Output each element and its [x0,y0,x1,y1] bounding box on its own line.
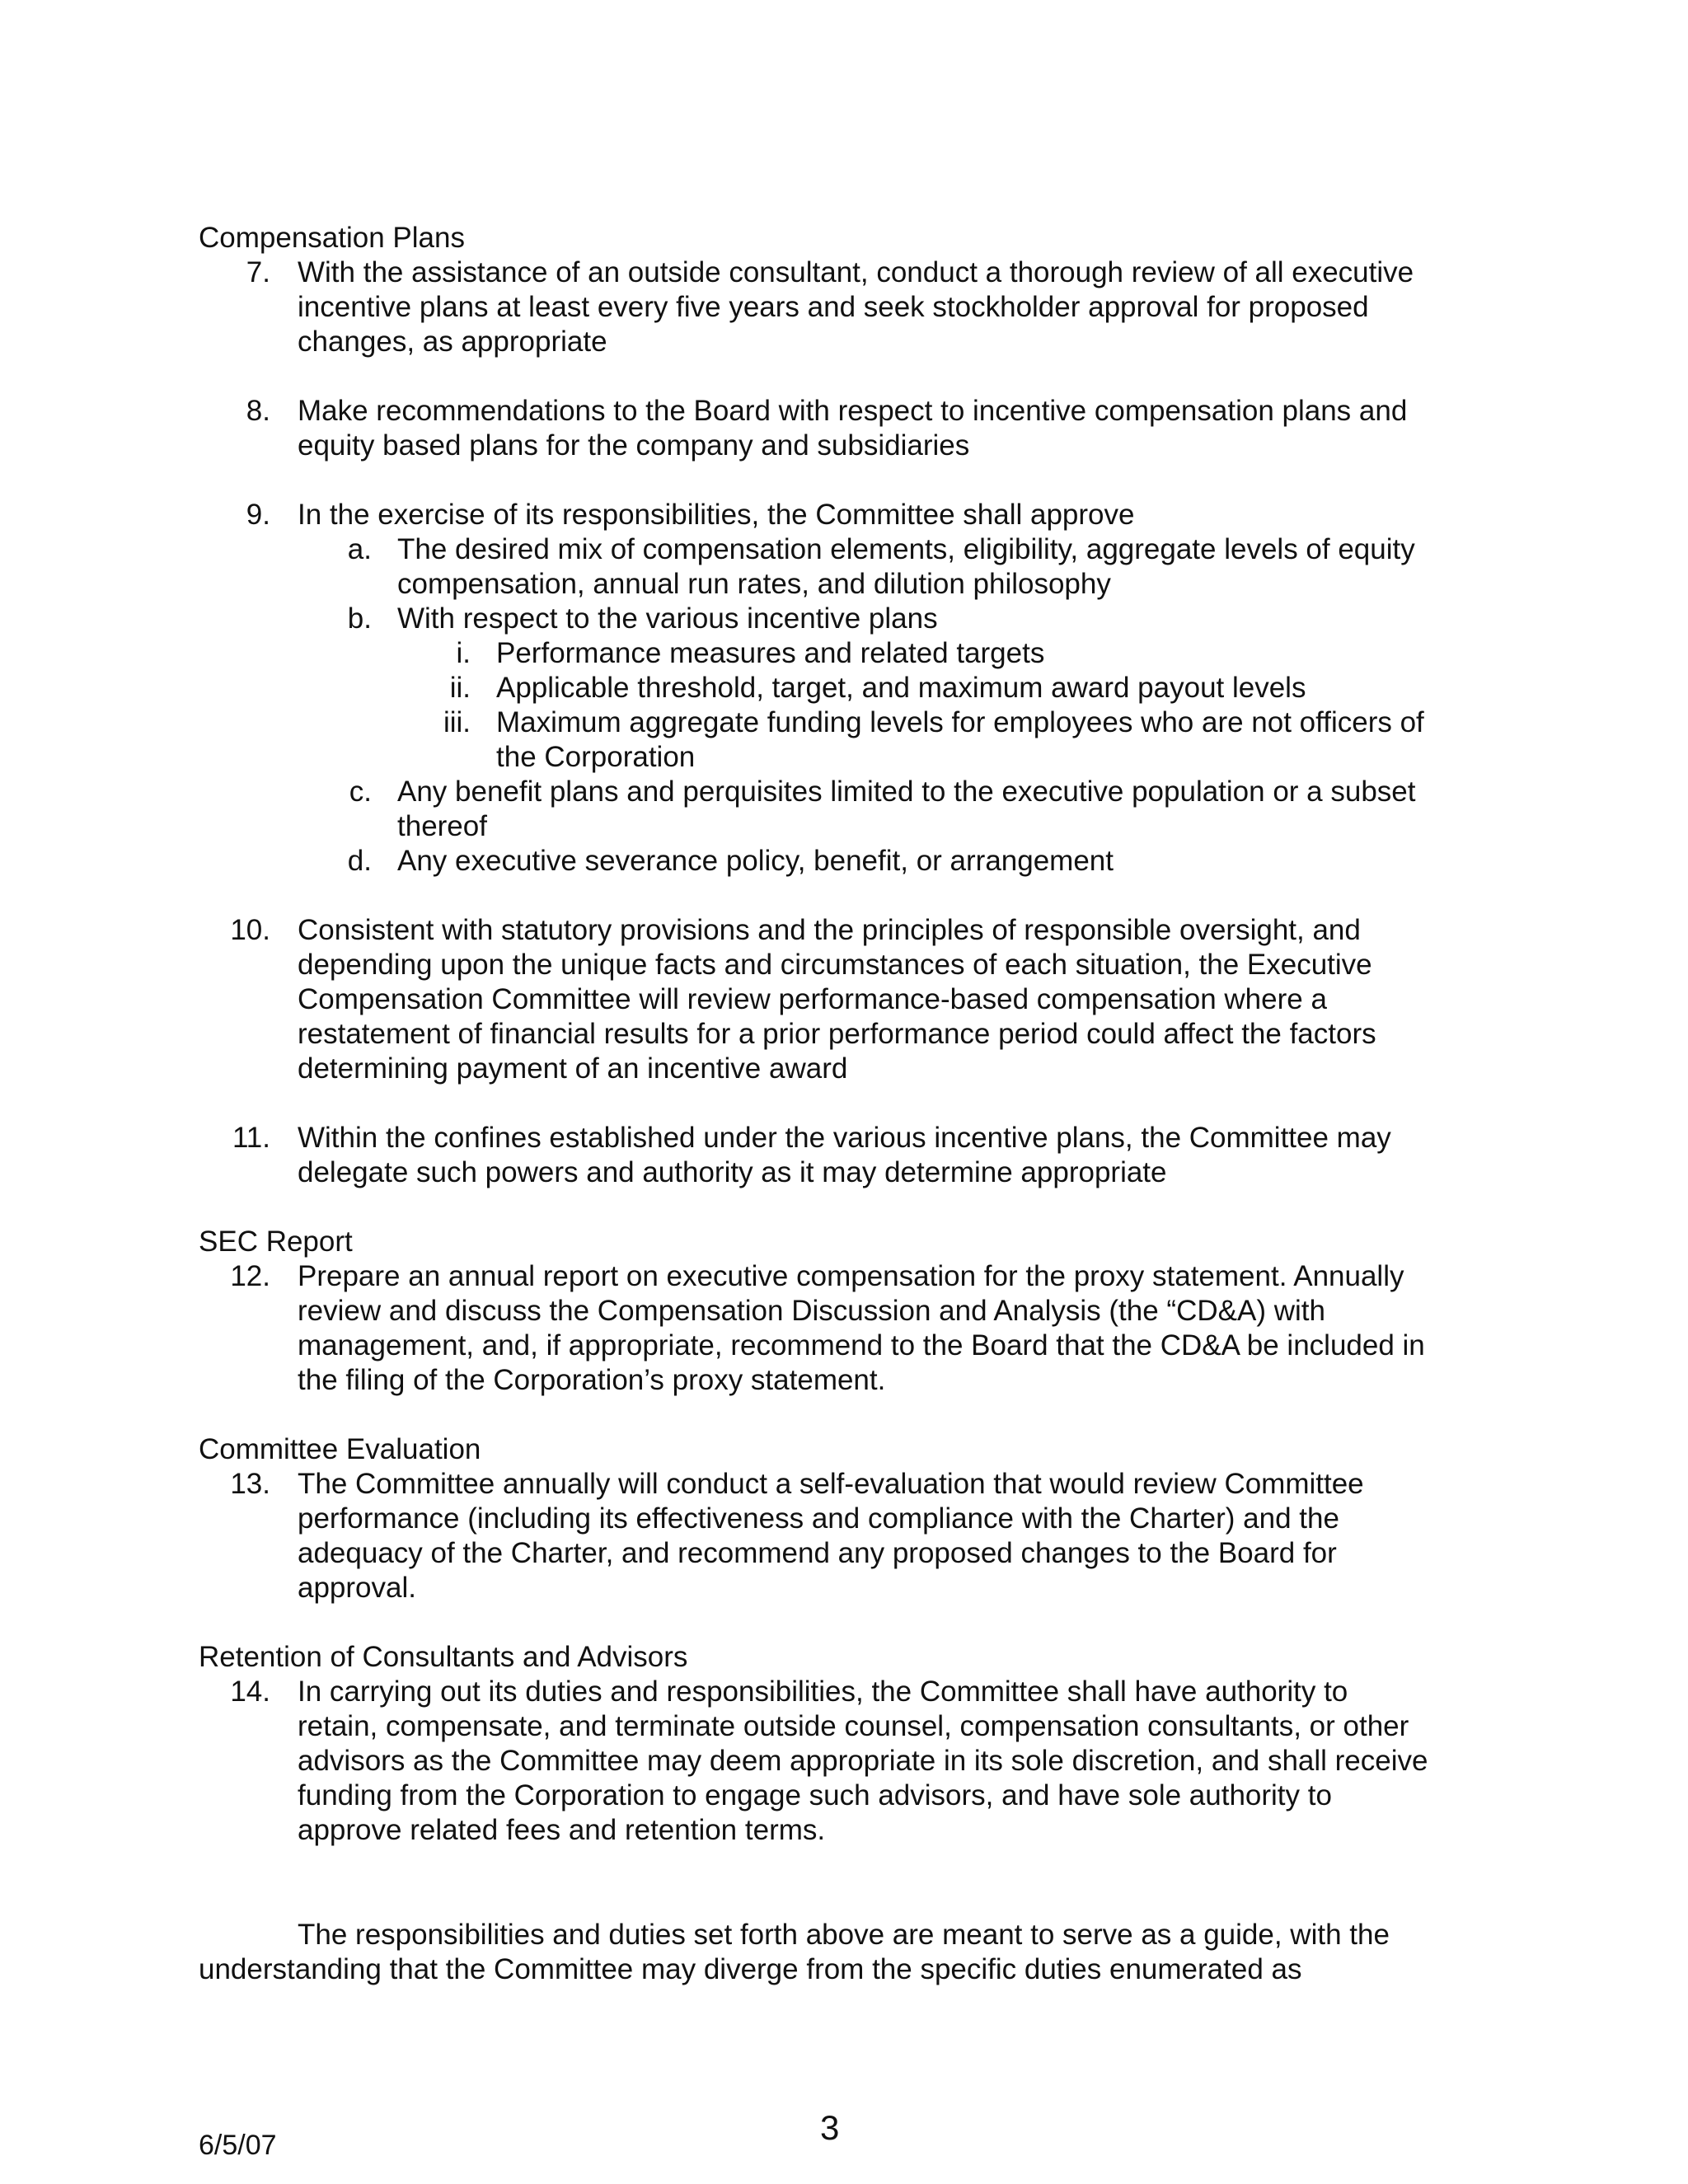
closing-paragraph-line: The responsibilities and duties set forth above are meant to serve as a guide, with the [298,1919,1390,1951]
subitem-a-line: The desired mix of compensation elements, eligibility, aggregate levels of equity [397,533,1415,565]
subitem-c-line: Any benefit plans and perquisites limited to the executive population or a subset [397,776,1416,808]
subitem-label-b: b. [347,602,372,635]
item-12-line: review and discuss the Compensation Discussion and Analysis (the “CD&A) with [298,1295,1325,1327]
item-number-11: 11. [232,1122,270,1154]
item-8-line: Make recommendations to the Board with respect to incentive compensation plans and [298,395,1408,427]
item-10-line: determining payment of an incentive award [298,1052,848,1085]
subitem-a-line: compensation, annual run rates, and dilution philosophy [397,568,1111,600]
subsubitem-label-ii: ii. [449,672,471,704]
subitem-label-a: a. [347,533,372,565]
closing-paragraph-line: understanding that the Committee may diverge from the specific duties enumerated as [199,1953,1302,1985]
item-13-line: performance (including its effectiveness and compliance with the Charter) and the [298,1502,1339,1535]
item-10-line: restatement of financial results for a prior performance period could affect the factors [298,1018,1376,1050]
item-12-line: management, and, if appropriate, recommend to the Board that the CD&A be included in [298,1329,1425,1361]
item-number-14: 14. [230,1675,270,1708]
page-number: 3 [820,2108,840,2147]
item-13-line: approval. [298,1572,416,1604]
item-number-12: 12. [230,1260,270,1292]
item-14-line: funding from the Corporation to engage such advisors, and have sole authority to [298,1779,1332,1811]
item-13-line: adequacy of the Charter, and recommend any proposed changes to the Board for [298,1537,1337,1569]
item-7-line: With the assistance of an outside consultant, conduct a thorough review of all executive [298,256,1414,288]
item-14-line: approve related fees and retention terms. [298,1814,826,1846]
item-13-line: The Committee annually will conduct a self-evaluation that would review Committee [298,1468,1364,1500]
item-7-line: changes, as appropriate [298,326,607,358]
section-heading-committee-evaluation: Committee Evaluation [199,1433,481,1465]
section-heading-compensation-plans: Compensation Plans [199,222,465,254]
item-9-line: In the exercise of its responsibilities, the Committee shall approve [298,499,1135,531]
subsubitem-iii-line: the Corporation [496,741,696,773]
item-10-line: Consistent with statutory provisions and the principles of responsible oversight, and [298,914,1361,946]
section-heading-retention: Retention of Consultants and Advisors [199,1641,688,1673]
subitem-b-line: With respect to the various incentive plans [397,602,938,635]
item-10-line: depending upon the unique facts and circumstances of each situation, the Executive [298,949,1372,981]
item-number-8: 8. [246,395,270,427]
item-number-7: 7. [246,256,270,288]
subitem-label-d: d. [347,845,372,877]
item-11-line: delegate such powers and authority as it may determine appropriate [298,1156,1167,1188]
subitem-label-c: c. [349,776,372,808]
section-heading-sec-report: SEC Report [199,1226,353,1258]
item-number-9: 9. [246,499,270,531]
subsubitem-i-line: Performance measures and related targets [496,637,1045,669]
item-12-line: the filing of the Corporation’s proxy statement. [298,1364,886,1396]
item-10-line: Compensation Committee will review performance-based compensation where a [298,983,1327,1015]
footer-date: 6/5/07 [199,2130,277,2161]
item-8-line: equity based plans for the company and subsidiaries [298,429,970,462]
item-number-10: 10. [230,914,270,946]
subsubitem-label-iii: iii. [443,706,471,738]
item-14-line: In carrying out its duties and responsibilities, the Committee shall have authority to [298,1675,1348,1708]
item-14-line: advisors as the Committee may deem appropriate in its sole discretion, and shall receive [298,1745,1428,1777]
subsubitem-iii-line: Maximum aggregate funding levels for employees who are not officers of [496,706,1424,738]
subitem-d-line: Any executive severance policy, benefit, or arrangement [397,845,1114,877]
item-14-line: retain, compensate, and terminate outside counsel, compensation consultants, or other [298,1710,1409,1742]
item-number-13: 13. [230,1468,270,1500]
item-7-line: incentive plans at least every five years and seek stockholder approval for proposed [298,291,1369,323]
subitem-c-line: thereof [397,810,487,842]
subsubitem-label-i: i. [456,637,471,669]
item-12-line: Prepare an annual report on executive compensation for the proxy statement. Annually [298,1260,1404,1292]
subsubitem-ii-line: Applicable threshold, target, and maximum award payout levels [496,672,1306,704]
item-11-line: Within the confines established under the various incentive plans, the Committee may [298,1122,1391,1154]
